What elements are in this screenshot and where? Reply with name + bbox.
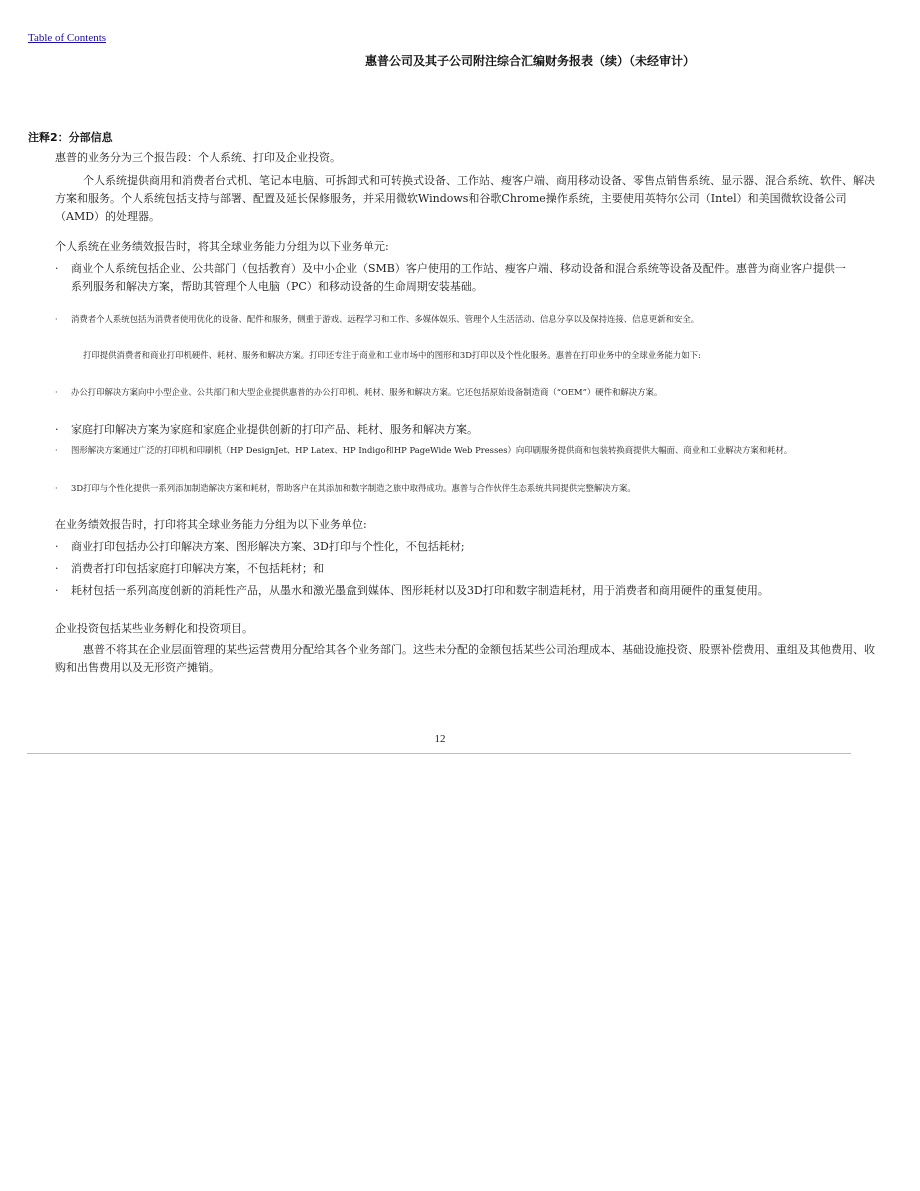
footer-divider	[27, 753, 851, 754]
segments-intro: 惠普的业务分为三个报告段：个人系统、打印及企业投资。	[55, 151, 341, 164]
list-item	[55, 386, 861, 399]
list-item-text: 3D打印与个性化提供一系列添加制造解决方案和耗材，帮助客户在其添加和数字制造之旅中取得成功。惠普与合作伙伴生态系统共同提供完整解决方案。	[71, 483, 636, 493]
corporate-investments: 企业投资包括某些业务孵化和投资项目。	[55, 622, 253, 635]
bullet-marker: ·	[55, 584, 59, 597]
bullet-marker: ·	[55, 562, 59, 575]
bullet-marker: ·	[55, 423, 59, 436]
page-number: 12	[434, 733, 446, 745]
list-item	[55, 560, 861, 578]
list-item-text: 耗材包括一系列高度创新的消耗性产品，从墨水和激光墨盒到媒体、图形耗材以及3D打印和数字制造耗材，用于消费者和商用硬件的重复使用。	[71, 584, 769, 597]
table-of-contents-link[interactable]: Table of Contents	[28, 32, 107, 44]
list-item-text: 家庭打印解决方案为家庭和家庭企业提供创新的打印产品、耗材、服务和解决方案。	[71, 423, 478, 436]
unallocated-costs: 惠普不将其在企业层面管理的某些运营费用分配给其各个业务部门。这些未分配的金额包括某些公司治理成本、基础设施投资、股票补偿费用、重组及其他费用、收购和出售费用以及无形资产摊销。	[55, 643, 875, 674]
list-item-text: 消费者个人系统包括为消费者使用优化的设备、配件和服务，侧重于游戏、远程学习和工作、多媒体娱乐、管理个人生活活动、信息分享以及保持连接、信息更新和安全。	[71, 314, 700, 324]
bullet-marker: ·	[55, 388, 58, 397]
personal-systems-description: 个人系统提供商用和消费者台式机、笔记本电脑、可拆卸式和可转换式设备、工作站、瘦客户端、商用移动设备、零售点销售系统、显示器、混合系统、软件、解决方案和服务。个人系统包括支持与部署、配置及延长保修服务，并采用微软Windows和谷歌Chrome操作系统，主要使用英特尔公司（Intel）和美国微软设备公司（AMD）的处理器。	[55, 174, 875, 223]
list-item	[55, 260, 851, 296]
list-item	[55, 538, 861, 556]
personal-systems-units-intro: 个人系统在业务绩效报告时，将其全球业务能力分组为以下业务单元:	[55, 240, 389, 253]
note-heading: 注释2：分部信息	[28, 131, 113, 144]
printing-description: 打印提供消费者和商业打印机硬件、耗材、服务和解决方案。打印还专注于商业和工业市场中的图形和3D打印以及个性化服务。惠普在打印业务中的全球业务能力如下:	[83, 350, 701, 360]
list-item-text: 商业个人系统包括企业、公共部门（包括教育）及中小企业（SMB）客户使用的工作站、瘦客户端、移动设备和混合系统等设备及配件。惠普为商业客户提供一系列服务和解决方案，帮助其管理个人电脑（PC）和移动设备的生命周期安装基础。	[71, 262, 846, 293]
printing-units-intro: 在业务绩效报告时，打印将其全球业务能力分组为以下业务单位:	[55, 518, 367, 531]
bullet-marker: ·	[55, 315, 58, 324]
bullet-marker: ·	[55, 540, 59, 553]
list-item	[55, 582, 861, 600]
list-item	[55, 482, 861, 495]
list-item-text: 消费者打印包括家庭打印解决方案，不包括耗材；和	[71, 562, 324, 575]
list-item-text: 商业打印包括办公打印解决方案、图形解决方案、3D打印与个性化，不包括耗材;	[71, 540, 465, 553]
list-item	[55, 444, 851, 457]
list-item-text: 图形解决方案通过广泛的打印机和印刷机（HP DesignJet、HP Latex、HP Indigo和HP PageWide Web Presses）向印刷服务提供商和包装转换商提供大幅面、商业和工业解决方案和耗材。	[71, 445, 793, 455]
bullet-marker: ·	[55, 262, 59, 275]
document-title: 惠普公司及其子公司附注综合汇编财务报表（续）（未经审计）	[364, 54, 695, 68]
list-item-text: 办公打印解决方案向中小型企业、公共部门和大型企业提供惠普的办公打印机、耗材、服务和解决方案。它还包括原始设备制造商（“OEM”）硬件和解决方案。	[71, 387, 663, 397]
bullet-marker: ·	[55, 446, 58, 455]
bullet-marker: ·	[55, 484, 58, 493]
list-item	[55, 421, 861, 439]
list-item	[55, 313, 861, 326]
